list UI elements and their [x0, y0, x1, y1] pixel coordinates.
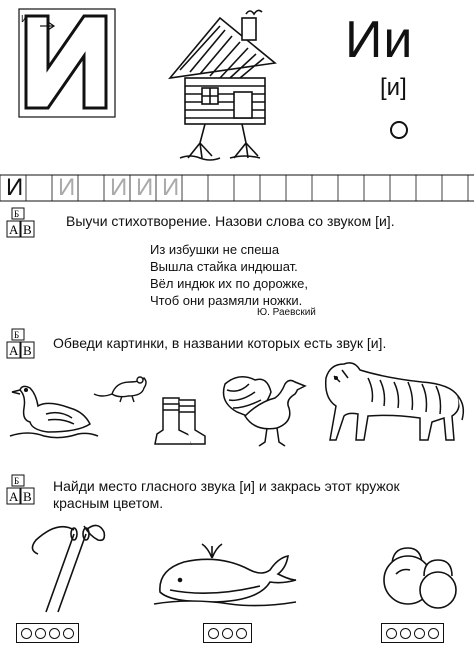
hut-icon: [150, 8, 310, 168]
svg-text:А: А: [9, 222, 19, 237]
sound-circle[interactable]: [63, 628, 74, 639]
sound-scheme-kettlebells[interactable]: [381, 623, 444, 643]
mouse-icon: [92, 372, 152, 404]
sound-circle[interactable]: [49, 628, 60, 639]
whale-icon: [150, 540, 300, 610]
svg-text:Б: Б: [14, 209, 20, 219]
copy-letter-print: И: [6, 174, 24, 201]
sound-scheme-whale[interactable]: [203, 623, 252, 643]
duck-icon: [8, 380, 100, 442]
poem-line: Из избушки не спеша: [150, 242, 280, 257]
phoneme-label: [и]: [380, 74, 407, 101]
turkey-icon: [215, 372, 319, 448]
task2-instruction: Обведи картинки, в названии которых есть звук [и].: [53, 335, 387, 351]
phoneme-circle: [390, 121, 408, 139]
sound-scheme-needles[interactable]: [16, 623, 79, 643]
sound-circle[interactable]: [386, 628, 397, 639]
kettlebells-icon: [378, 540, 464, 610]
svg-text:Б: Б: [14, 476, 20, 486]
task3-instruction-line1: Найди место гласного звука [и] и закрась этот кружок: [53, 478, 400, 494]
task3-instruction-line2: красным цветом.: [53, 495, 164, 511]
boots-icon: [145, 394, 207, 450]
big-letter-outline: [18, 8, 116, 118]
page-title: Ии: [345, 11, 414, 69]
poem-line: Вёл индюк их по дорожке,: [150, 276, 308, 291]
task1-instruction: Выучи стихотворение. Назови слова со звуком [и].: [66, 213, 395, 229]
sound-circle[interactable]: [400, 628, 411, 639]
poem-line: Чтоб они размяли ножки.: [150, 293, 303, 308]
copy-letter-trace-2: И: [110, 174, 128, 201]
needles-icon: [28, 520, 108, 616]
sound-circle[interactable]: [236, 628, 247, 639]
alphabet-blocks-icon: [6, 328, 38, 360]
sound-circle[interactable]: [21, 628, 32, 639]
svg-text:В: В: [23, 343, 32, 358]
svg-text:Б: Б: [14, 330, 20, 340]
alphabet-blocks-icon: [6, 207, 38, 239]
copy-row: [0, 173, 474, 203]
big-letter-text: И: [21, 14, 29, 25]
svg-text:В: В: [23, 489, 32, 504]
copy-letter-trace-1: И: [58, 174, 76, 201]
svg-text:А: А: [9, 343, 19, 358]
poem: [150, 241, 308, 309]
svg-text:А: А: [9, 489, 19, 504]
copy-letter-trace-3: И: [136, 174, 154, 201]
poem-line: Вышла стайка индюшат.: [150, 259, 298, 274]
sound-circle[interactable]: [414, 628, 425, 639]
sound-circle[interactable]: [35, 628, 46, 639]
svg-text:В: В: [23, 222, 32, 237]
alphabet-blocks-icon: [6, 474, 38, 506]
sound-circle[interactable]: [208, 628, 219, 639]
poem-author: Ю. Раевский: [257, 307, 316, 318]
tiger-icon: [322, 356, 468, 448]
sound-circle[interactable]: [222, 628, 233, 639]
sound-circle[interactable]: [428, 628, 439, 639]
copy-letter-trace-4: И: [162, 174, 180, 201]
